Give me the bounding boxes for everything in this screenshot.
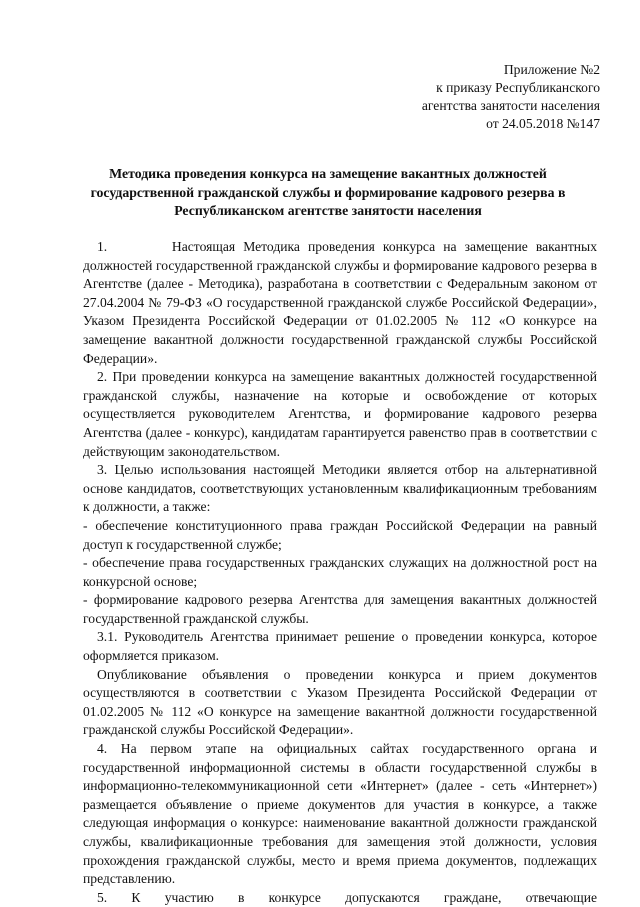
title-line: государственной гражданской службы и формирование кадрового резерва в (90, 184, 566, 200)
title-line: Методика проведения конкурса на замещение вакантных должностей (109, 166, 547, 181)
list-item: - формирование кадрового резерва Агентства для замещения вакантных должностей государственной гражданской службы. (83, 592, 597, 626)
paragraph-1: 1. Настоящая Методика проведения конкурса на замещение вакантных должностей государственной гражданской службы и формирование кадрового резерва в Агентстве (далее - Методика), разработана в соответствии с Федеральным законом от 27.04.2004 № 79-ФЗ «О государственной гражданской службе Российской Федерации», Указом Президента Российской Федерации от 01.02.2005 № 112 «О конкурсе на замещение вакантной должности государственной гражданской службы Российской Федерации». (83, 239, 597, 366)
paragraph-5: 5. К участию в конкурсе допускаются граждане, отвечающие (97, 889, 597, 905)
list-item: - обеспечение конституционного права граждан Российской Федерации на равный доступ к государственной службе; (83, 517, 597, 552)
annex-line: агентства занятости населения (421, 98, 600, 113)
document-title (52, 165, 604, 221)
paragraph-4: 4. На первом этапе на официальных сайтах государственного органа и государственной информационной системы в области государственной службы в информационно-телекоммуникационной сети «Интернет» (далее - сеть «Интернет») размещается объявление о приеме документов для участия в конкурсе, а также следующая информация о конкурсе: наименование вакантной должности гражданской службы, квалификационные требования для замещения этой должности, условия прохождения гражданской службы, место и время приема документов, подлежащих представлению. (83, 741, 597, 887)
annex-line: от 24.05.2018 №147 (486, 116, 600, 131)
title-line: Республиканском агентстве занятости населения (174, 203, 482, 218)
annex-line: Приложение №2 (503, 62, 600, 77)
paragraph-3: 3. Целью использования настоящей Методики является отбор на альтернативной основе кандидатов, соответствующих установленным квалификационным требованиям к должности, а также: (83, 462, 597, 515)
paragraph-3-1: 3.1. Руководитель Агентства принимает решение о проведении конкурса, которое оформляется приказом. (83, 629, 597, 664)
list-item: - обеспечение права государственных гражданских служащих на должностной рост на конкурсной основе; (83, 555, 597, 589)
paragraph-publication: Опубликование объявления о проведении конкурса и прием документов осуществляются в соответствии с Указом Президента Российской Федерации от 01.02.2005 № 112 «О конкурсе на замещение вакантной должности государственной гражданской службы Российской Федерации». (83, 666, 597, 738)
annex-line: к приказу Республиканского (436, 80, 600, 95)
document-body (83, 238, 597, 907)
paragraph-2: 2. При проведении конкурса на замещение вакантных должностей государственной гражданской службы, назначение на которые и освобождение от которых осуществляется руководителем Агентства, и формирование кадрового резерва Агентства (далее - конкурс), кандидатам гарантируется равенство прав в соответствии с действующим законодательством. (83, 369, 597, 459)
annex-block (340, 61, 600, 133)
